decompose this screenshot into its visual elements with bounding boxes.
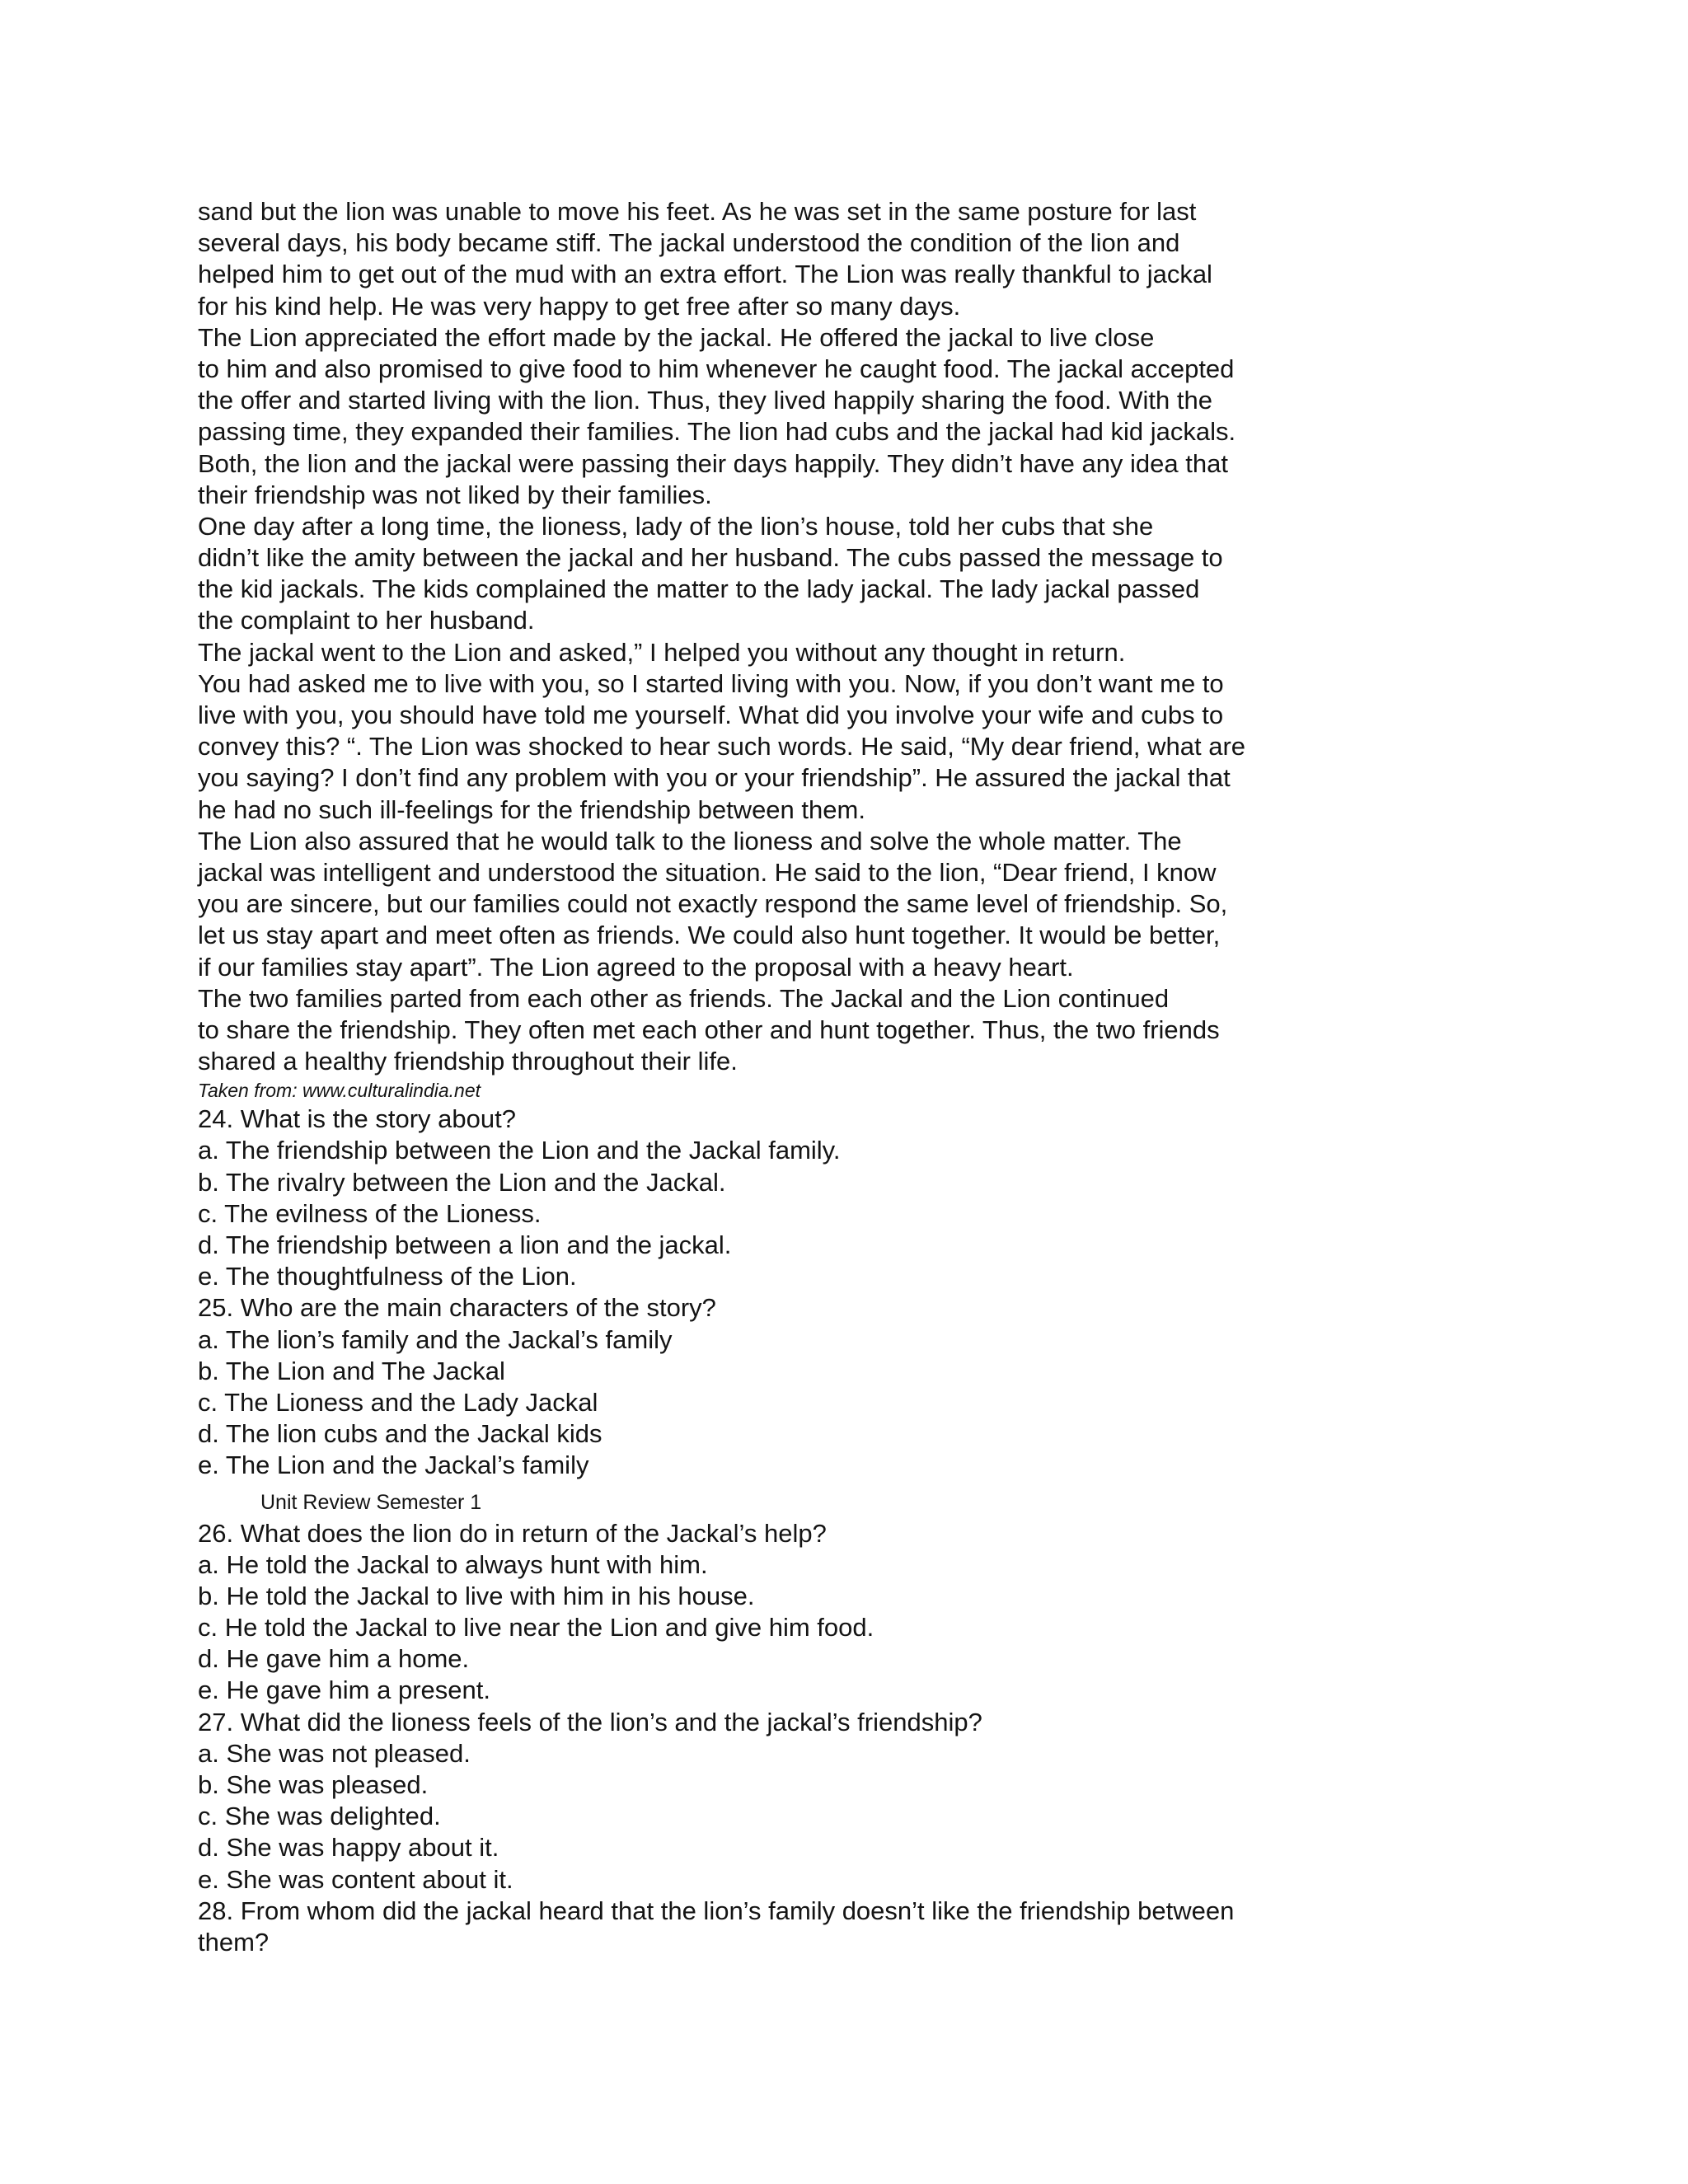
story-line: the kid jackals. The kids complained the matter to the lady jackal. The lady jackal passed: [198, 574, 1200, 604]
question-line: e. The thoughtfulness of the Lion.: [198, 1262, 577, 1291]
question-line: b. The Lion and The Jackal: [198, 1356, 505, 1385]
question-line: d. She was happy about it.: [198, 1833, 499, 1863]
question-line: a. The lion’s family and the Jackal’s family: [198, 1324, 673, 1354]
story-line: if our families stay apart”. The Lion agreed to the proposal with a heavy heart.: [198, 952, 1074, 982]
story-line: he had no such ill-feelings for the friendship between them.: [198, 794, 865, 824]
question-line: d. He gave him a home.: [198, 1644, 470, 1674]
question-line: b. He told the Jackal to live with him in his house.: [198, 1581, 755, 1610]
question-line: e. She was content about it.: [198, 1864, 513, 1894]
question-line: b. She was pleased.: [198, 1770, 429, 1799]
story-line: helped him to get out of the mud with an extra effort. The Lion was really thankful to jackal: [198, 260, 1212, 289]
story-line: the complaint to her husband.: [198, 606, 535, 635]
question-line: e. He gave him a present.: [198, 1675, 490, 1705]
unit-label: Unit Review Semester 1: [260, 1490, 482, 1514]
story-line: you are sincere, but our families could not exactly respond the same level of friendship. So,: [198, 889, 1228, 919]
question-line: c. The Lioness and the Lady Jackal: [198, 1387, 598, 1417]
story-line: You had asked me to live with you, so I started living with you. Now, if you don’t want me to: [198, 668, 1224, 698]
story-line: their friendship was not liked by their families.: [198, 480, 712, 509]
question-line: 25. Who are the main characters of the story?: [198, 1293, 716, 1323]
story-line: The Lion also assured that he would talk to the lioness and solve the whole matter. The: [198, 826, 1182, 855]
story-line: passing time, they expanded their families. The lion had cubs and the jackal had kid jackals.: [198, 417, 1236, 447]
story-line: didn’t like the amity between the jackal and her husband. The cubs passed the message to: [198, 543, 1223, 573]
page-text: [198, 196, 1599, 1958]
question-line: e. The Lion and the Jackal’s family: [198, 1451, 589, 1480]
story-line: the offer and started living with the lion. Thus, they lived happily sharing the food. With the: [198, 386, 1212, 415]
question-line: them?: [198, 1927, 270, 1957]
question-line: c. He told the Jackal to live near the Lion and give him food.: [198, 1613, 874, 1643]
story-line: convey this? “. The Lion was shocked to hear such words. He said, “My dear friend, what are: [198, 732, 1246, 762]
question-line: d. The lion cubs and the Jackal kids: [198, 1419, 603, 1449]
story-line: you saying? I don’t find any problem with you or your friendship”. He assured the jackal that: [198, 763, 1231, 793]
story-passage: [198, 196, 1599, 1077]
story-line: for his kind help. He was very happy to get free after so many days.: [198, 291, 961, 321]
story-line: sand but the lion was unable to move his feet. As he was set in the same posture for last: [198, 197, 1197, 226]
source-note: Taken from: www.culturalindia.net: [198, 1080, 481, 1102]
story-line: The jackal went to the Lion and asked,” I helped you without any thought in return.: [198, 637, 1126, 667]
story-line: live with you, you should have told me yourself. What did you involve your wife and cubs to: [198, 701, 1224, 729]
question-line: 27. What did the lioness feels of the lion’s and the jackal’s friendship?: [198, 1707, 982, 1736]
question-line: 26. What does the lion do in return of the Jackal’s help?: [198, 1518, 827, 1548]
questions-24-25: [198, 1104, 1599, 1481]
story-line: let us stay apart and meet often as friends. We could also hunt together. It would be better,: [198, 921, 1221, 950]
question-line: a. He told the Jackal to always hunt with him.: [198, 1549, 708, 1579]
question-line: a. The friendship between the Lion and the Jackal family.: [198, 1136, 841, 1165]
question-line: c. She was delighted.: [198, 1802, 441, 1831]
question-line: a. She was not pleased.: [198, 1738, 471, 1768]
question-line: c. The evilness of the Lioness.: [198, 1198, 542, 1228]
questions-26-28: [198, 1518, 1599, 1959]
story-line: to share the friendship. They often met each other and hunt together. Thus, the two friends: [198, 1015, 1220, 1044]
story-line: The two families parted from each other as friends. The Jackal and the Lion continued: [198, 983, 1170, 1013]
question-line: d. The friendship between a lion and the jackal.: [198, 1230, 732, 1259]
question-line: 28. From whom did the jackal heard that the lion’s family doesn’t like the friendship between: [198, 1896, 1235, 1925]
story-line: jackal was intelligent and understood the situation. He said to the lion, “Dear friend, I know: [198, 857, 1217, 887]
story-line: to him and also promised to give food to him whenever he caught food. The jackal accepted: [198, 354, 1235, 383]
story-line: The Lion appreciated the effort made by the jackal. He offered the jackal to live close: [198, 322, 1155, 352]
question-line: b. The rivalry between the Lion and the Jackal.: [198, 1167, 726, 1197]
story-line: One day after a long time, the lioness, lady of the lion’s house, told her cubs that she: [198, 511, 1154, 541]
story-line: Both, the lion and the jackal were passing their days happily. They didn’t have any idea that: [198, 448, 1228, 478]
story-line: several days, his body became stiff. The jackal understood the condition of the lion and: [198, 228, 1180, 258]
story-line: shared a healthy friendship throughout their life.: [198, 1047, 738, 1076]
question-line: 24. What is the story about?: [198, 1104, 516, 1134]
